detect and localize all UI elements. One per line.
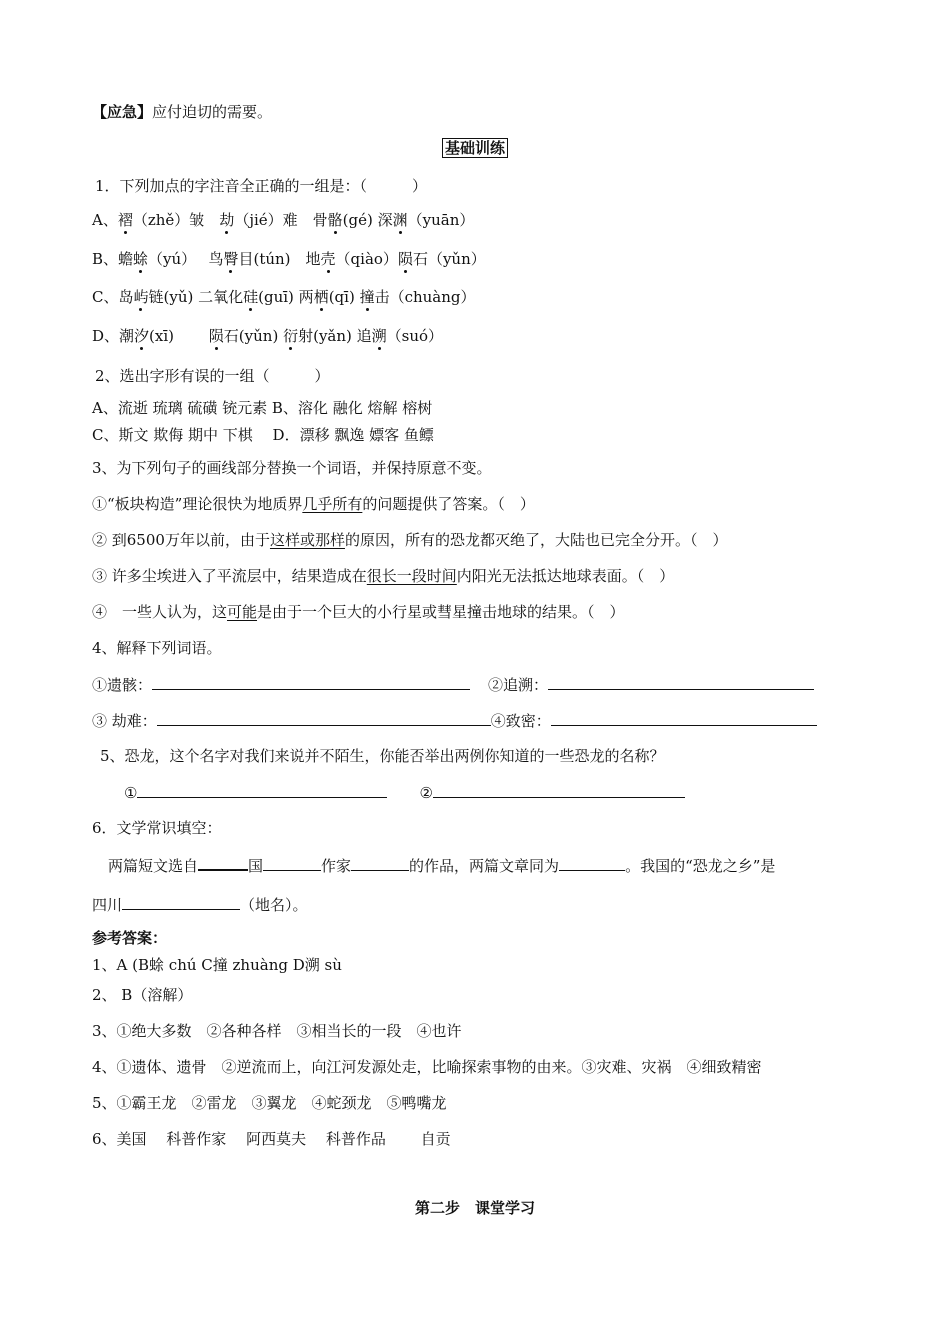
answer-2: 2、 B（溶解） [92, 986, 193, 1004]
term-label: ②追溯： [488, 676, 549, 694]
answers-title: 参考答案： [92, 929, 168, 947]
fill-text: 四川 [92, 896, 123, 914]
q1-stem: 1．下列加点的字注音全正确的一组是：（ ） [95, 177, 428, 195]
q4-stem: 4、解释下列词语。 [92, 639, 222, 657]
dotted-char: 骼 [327, 211, 343, 229]
dotted-char: 溯 [371, 327, 387, 345]
q1-a-text: （yuān） [407, 211, 475, 229]
q1-d-text: 石(yǔn) [223, 327, 284, 345]
intro-term: 【应急】 [92, 103, 153, 121]
section-title-row [0, 138, 950, 158]
q1-option-a [92, 210, 474, 230]
section-title: 基础训练 [442, 138, 508, 158]
dotted-char: 撞 [359, 288, 375, 306]
fill-text: （地名）。 [240, 896, 308, 914]
q6-line-1 [108, 854, 775, 876]
q3-sentence-3 [92, 566, 674, 586]
q1-option-b [92, 249, 486, 269]
underlined-phrase: 很长一段时间 [366, 567, 457, 585]
answer-blank[interactable] [548, 674, 814, 690]
q5-answers [124, 782, 685, 803]
sentence-text: ③ 许多尘埃进入了平流层中，结果造成在 [92, 567, 367, 585]
dotted-char: 硅 [243, 288, 259, 306]
dotted-char: 屿 [133, 288, 149, 306]
blank-marker: ② [419, 784, 433, 802]
q1-c-text: 链(yǔ) 二氧化 [148, 288, 244, 306]
q3-sentence-4 [92, 602, 625, 622]
sentence-text: ④ 一些人认为，这 [92, 603, 228, 621]
q1-d-text: (xī) [149, 327, 209, 345]
answer-3: 3、①绝大多数 ②各种各样 ③相当长的一段 ④也许 [92, 1022, 462, 1040]
answer-blank[interactable] [559, 855, 625, 871]
q1-b-text: （qiào） [335, 250, 398, 268]
dotted-char: 衍 [283, 327, 299, 345]
blank-marker: ① [124, 784, 138, 802]
answer-blank[interactable] [263, 855, 321, 871]
term-label: ①遗骸： [92, 676, 153, 694]
dotted-char: 栖 [313, 288, 329, 306]
answer-blank[interactable] [433, 782, 685, 798]
dotted-char: 臀 [223, 250, 239, 268]
q1-c-text: 击（chuàng） [374, 288, 476, 306]
underlined-phrase: 这样或那样 [269, 531, 345, 549]
dotted-char: 褶 [117, 211, 133, 229]
q1-a-text: (gé) 深 [342, 211, 393, 229]
dotted-char: 渊 [392, 211, 408, 229]
sentence-text: 是由于一个巨大的小行星或彗星撞击地球的结果。（ ） [257, 603, 625, 621]
q1-b-text: 目(tún) 地 [238, 250, 321, 268]
fill-text: 。我国的“恐龙之乡”是 [625, 857, 776, 875]
q1-d-text: （suó） [386, 327, 444, 345]
answer-4: 4、①遗体、遗骨 ②逆流而上，向江河发源处走，比喻探索事物的由来。③灾难、灾祸 ④细致精密 [92, 1058, 762, 1076]
answer-blank[interactable] [551, 710, 817, 726]
q1-option-c [92, 287, 476, 307]
dotted-char: 劫 [219, 211, 235, 229]
q1-d-text: D、潮 [92, 327, 135, 345]
q1-a-text: （zhě）皱 [132, 211, 220, 229]
answer-blank[interactable] [198, 854, 248, 871]
fill-text: 国 [248, 857, 264, 875]
term-label: ③ 劫难： [92, 712, 157, 730]
dotted-char: 壳 [320, 250, 336, 268]
intro-definition: 应付迫切的需要。 [152, 103, 273, 121]
term-label: ④致密： [490, 712, 551, 730]
q1-c-text: C、岛 [92, 288, 134, 306]
q3-stem: 3、为下列句子的画线部分替换一个词语，并保持原意不变。 [92, 459, 492, 477]
intro-line [92, 102, 272, 122]
q1-c-text: (qī) [328, 288, 360, 306]
q1-d-text: 射(yǎn) 追 [298, 327, 372, 345]
q2-row-2: C、斯文 欺侮 期中 下棋 D．漂移 飘逸 嫖客 鱼鳔 [92, 426, 434, 444]
q1-b-text: 石（yǔn） [412, 250, 486, 268]
sentence-text: ② 到6500万年以前，由于 [92, 531, 270, 549]
q3-sentence-1 [92, 494, 535, 514]
q6-line-2 [92, 894, 308, 915]
dotted-char: 汐 [134, 327, 150, 345]
answer-blank[interactable] [137, 782, 387, 798]
answer-blank[interactable] [157, 710, 491, 726]
q1-option-d [92, 326, 443, 346]
q1-a-text: A、 [92, 211, 118, 229]
sentence-text: ①“板块构造”理论很快为地质界 [92, 495, 303, 513]
answer-1: 1、A (B蜍 chú C撞 zhuàng D溯 sù [92, 956, 342, 974]
answer-5: 5、①霸王龙 ②雷龙 ③翼龙 ④蛇颈龙 ⑤鸭嘴龙 [92, 1094, 447, 1112]
q1-b-text: （yú） 鸟 [148, 250, 224, 268]
underlined-phrase: 可能 [227, 603, 258, 621]
fill-text: 作家 [321, 857, 352, 875]
fill-text: 的作品，两篇文章同为 [409, 857, 560, 875]
q2-row-1: A、流逝 琉璃 硫磺 铳元素 B、溶化 融化 熔解 榕树 [92, 399, 433, 417]
dotted-char: 陨 [397, 250, 413, 268]
q1-b-text: B、蟾 [92, 250, 134, 268]
fill-text: 两篇短文选自 [108, 857, 199, 875]
answer-blank[interactable] [122, 894, 240, 910]
sentence-text: 的原因，所有的恐龙都灭绝了，大陆也已完全分开。（ ） [344, 531, 728, 549]
step-heading: 第二步 课堂学习 [414, 1199, 535, 1217]
q4-row-1 [92, 674, 814, 695]
q1-a-text: （jié）难 骨 [234, 211, 328, 229]
q1-c-text: (guī) 两 [258, 288, 314, 306]
answer-6: 6、美国 科普作家 阿西莫夫 科普作品 自贡 [92, 1130, 451, 1148]
q6-stem: 6．文学常识填空： [92, 819, 222, 837]
q4-row-2 [92, 710, 817, 731]
underlined-phrase: 几乎所有 [302, 495, 363, 513]
q2-stem: 2、选出字形有误的一组（ ） [95, 367, 330, 385]
dotted-char: 陨 [208, 327, 224, 345]
answer-blank[interactable] [152, 674, 470, 690]
sentence-text: 的问题提供了答案。（ ） [362, 495, 535, 513]
answer-blank[interactable] [351, 855, 409, 871]
q5-stem: 5、恐龙，这个名字对我们来说并不陌生，你能否举出两例你知道的一些恐龙的名称？ [100, 747, 665, 765]
sentence-text: 内阳光无法抵达地球表面。（ ） [456, 567, 675, 585]
q3-sentence-2 [92, 530, 727, 550]
dotted-char: 蜍 [133, 250, 149, 268]
